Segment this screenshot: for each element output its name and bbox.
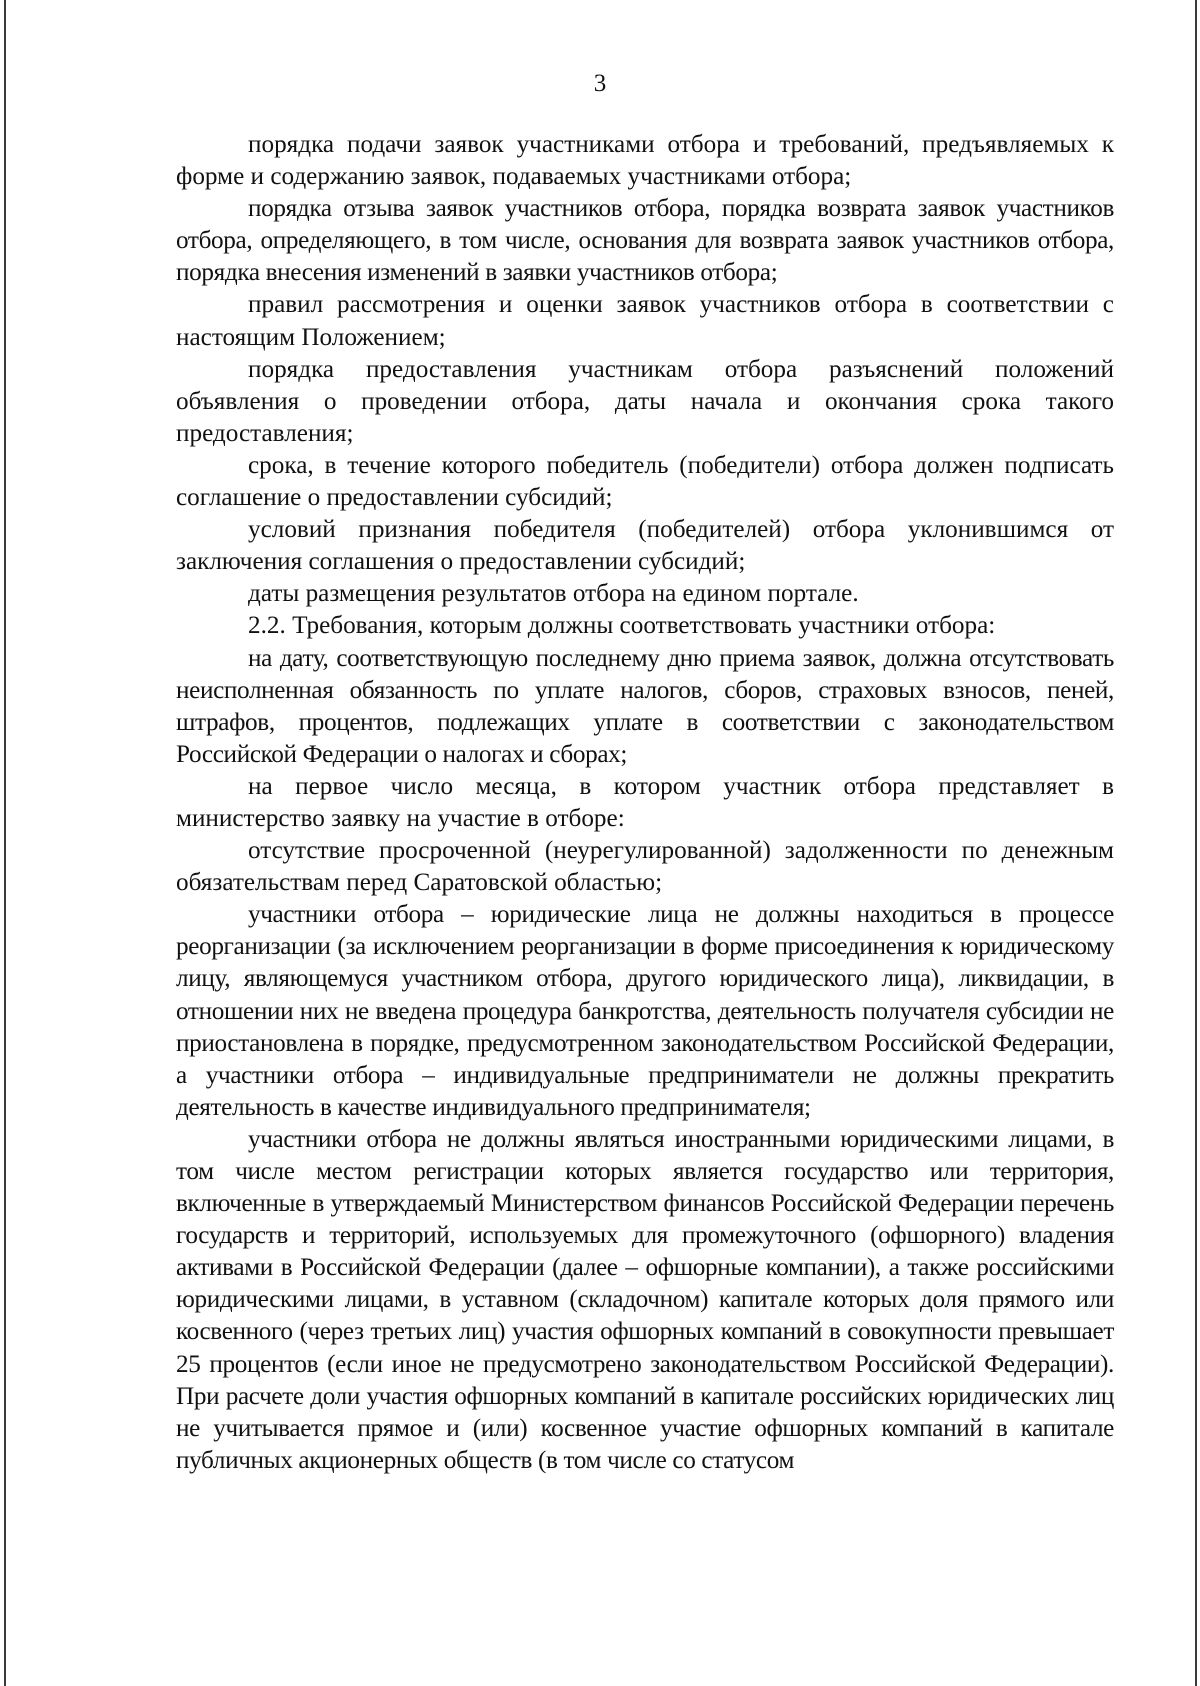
scan-edge-left	[4, 0, 6, 1686]
paragraph: порядка подачи заявок участниками отбора и требований, предъявляемых к форме и содержанию заявок, подаваемых участниками отбора;	[176, 131, 1114, 191]
section-heading: 2.2. Требования, которым должны соответствовать участники отбора:	[248, 612, 996, 640]
paragraph: отсутствие просроченной (неурегулированной) задолженности по денежным обязательствам перед Саратовской областью;	[176, 837, 1114, 897]
paragraph: порядка отзыва заявок участников отбора, порядка возврата заявок участников отбора, определяющего, в том числе, основания для возврата заявок участников отбора, порядка внесения изменений в заявки участников отбора;	[176, 195, 1114, 287]
paragraph: условий признания победителя (победителей) отбора уклонившимся от заключения соглашения о предоставлении субсидий;	[176, 516, 1114, 576]
paragraph: даты размещения результатов отбора на едином портале.	[248, 580, 859, 608]
paragraph: на первое число месяца, в котором участник отбора представляет в министерство заявку на участие в отборе:	[176, 772, 1114, 832]
paragraph: порядка предоставления участникам отбора разъяснений положений объявления о проведении отбора, даты начала и окончания срока такого предоставления;	[176, 355, 1114, 447]
paragraph: правил рассмотрения и оценки заявок участников отбора в соответствии с настоящим Положением;	[176, 291, 1114, 351]
paragraph: участники отбора не должны являться иностранными юридическими лицами, в том числе местом регистрации которых является государство или территория, включенные в утверждаемый Министерством финансов Российской Федерации перечень государств и территорий, используемых для промежуточного (офшорного) владения активами в Российской Федерации (далее – офшорные компании), а также российскими юридическими лицами, в уставном (складочном) капитале которых доля прямого или косвенного (через третьих лиц) участия офшорных компаний в совокупности превышает 25 процентов (если иное не предусмотрено законодательством Российской Федерации). При расчете доли участия офшорных компаний в капитале российских юридических лиц не учитывается прямое и (или) косвенное участие офшорных компаний в капитале публичных акционерных обществ (в том числе со статусом	[176, 1125, 1114, 1474]
paragraph: на дату, соответствующую последнему дню приема заявок, должна отсутствовать неисполненная обязанность по уплате налогов, сборов, страховых взносов, пеней, штрафов, процентов, подлежащих уплате в соответствии с законодательством Российской Федерации о налогах и сборах;	[176, 644, 1114, 768]
page-number: 3	[593, 70, 607, 97]
document-body	[176, 129, 1114, 1477]
paragraph: срока, в течение которого победитель (победители) отбора должен подписать соглашение о предоставлении субсидий;	[176, 451, 1114, 512]
paragraph: участники отбора – юридические лица не должны находиться в процессе реорганизации (за исключением реорганизации в форме присоединения к юридическому лицу, являющемуся участником отбора, другого юридического лица), ликвидации, в отношении них не введена процедура банкротства, деятельность получателя субсидии не приостановлена в порядке, предусмотренном законодательством Российской Федерации, а участники отбора – индивидуальные предприниматели не должны прекратить деятельность в качестве индивидуального предпринимателя;	[176, 901, 1114, 1121]
scan-edge-right	[1195, 0, 1197, 1686]
